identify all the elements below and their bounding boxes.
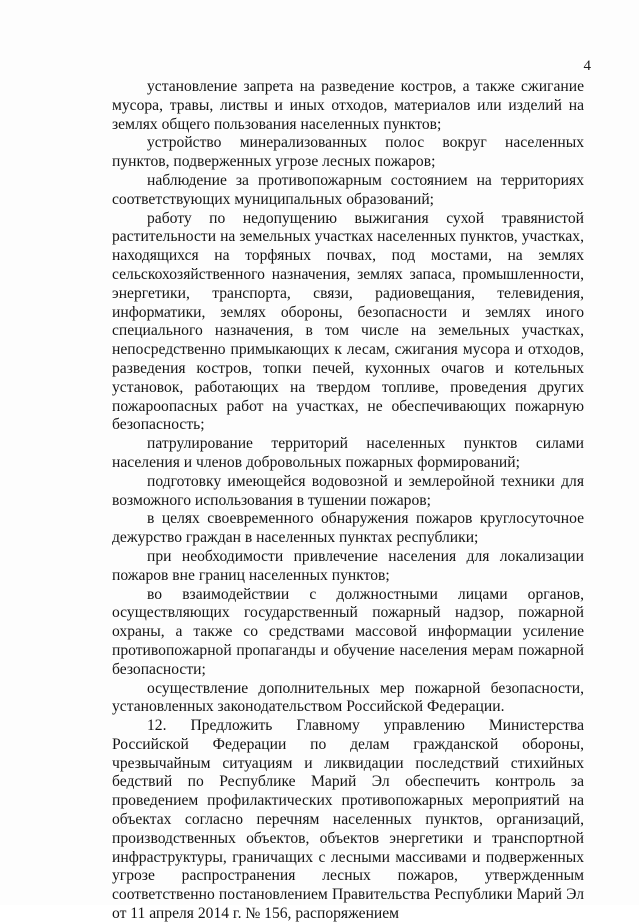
paragraph: осуществление дополнительных мер пожарной безопасности, установленных законодательством Российской Федерации.	[112, 679, 584, 716]
paragraph: 12. Предложить Главному управлению Министерства Российской Федерации по делам гражданской обороны, чрезвычайным ситуациям и ликвидации последствий стихийных бедствий по Республике Марий Эл обеспечить контроль за проведением профилактических противопожарных мероприятий на объектах согласно перечням населенных пунктов, организаций, производственных объектов, объектов энергетики и транспортной инфраструктуры, граничащих с лесными массивами и подверженных угрозе распространения лесных пожаров, утвержденным соответственно постановлением Правительства Республики Марий Эл от 11 апреля 2014 г. № 156, распоряжением	[112, 717, 584, 923]
paragraph: наблюдение за противопожарным состоянием на территориях соответствующих муниципальных образований;	[112, 171, 584, 208]
page-number: 4	[583, 58, 591, 74]
paragraph: при необходимости привлечение населения для локализации пожаров вне границ населенных пунктов;	[112, 547, 584, 584]
paragraph: подготовку имеющейся водовозной и землеройной техники для возможного использования в тушении пожаров;	[112, 472, 584, 509]
paragraph: патрулирование территорий населенных пунктов силами населения и членов добровольных пожарных формирований;	[112, 435, 584, 471]
paragraph: работу по недопущению выжигания сухой травянистой растительности на земельных участках населенных пунктов, участках, находящихся на торфяных почвах, под мостами, на землях сельскохозяйственного назначения, землях запаса, промышленности, энергетики, транспорта, связи, радиовещания, телевидения, информатики, землях обороны, безопасности и землях иного специального назначения, в том числе на земельных участках, непосредственно примыкающих к лесам, сжигания мусора и отходов, разведения костров, топки печей, кухонных очагов и котельных установок, работающих на твердом топливе, проведения других пожароопасных работ на участках, не обеспечивающих пожарную безопасность;	[112, 209, 584, 434]
paragraph: в целях своевременного обнаружения пожаров круглосуточное дежурство граждан в населенных пунктах республики;	[112, 510, 584, 547]
paragraph: установление запрета на разведение костров, а также сжигание мусора, травы, листвы и иных отходов, материалов или изделий на землях общего пользования населенных пунктов;	[112, 78, 584, 133]
paragraph: устройство минерализованных полос вокруг населенных пунктов, подверженных угрозе лесных пожаров;	[112, 134, 584, 171]
document-body	[112, 78, 584, 924]
paragraph: во взаимодействии с должностными лицами органов, осуществляющих государственный пожарный надзор, пожарной охраны, а также со средствами массовой информации усиление противопожарной пропаганды и обучение населения мерам пожарной безопасности;	[112, 585, 584, 678]
